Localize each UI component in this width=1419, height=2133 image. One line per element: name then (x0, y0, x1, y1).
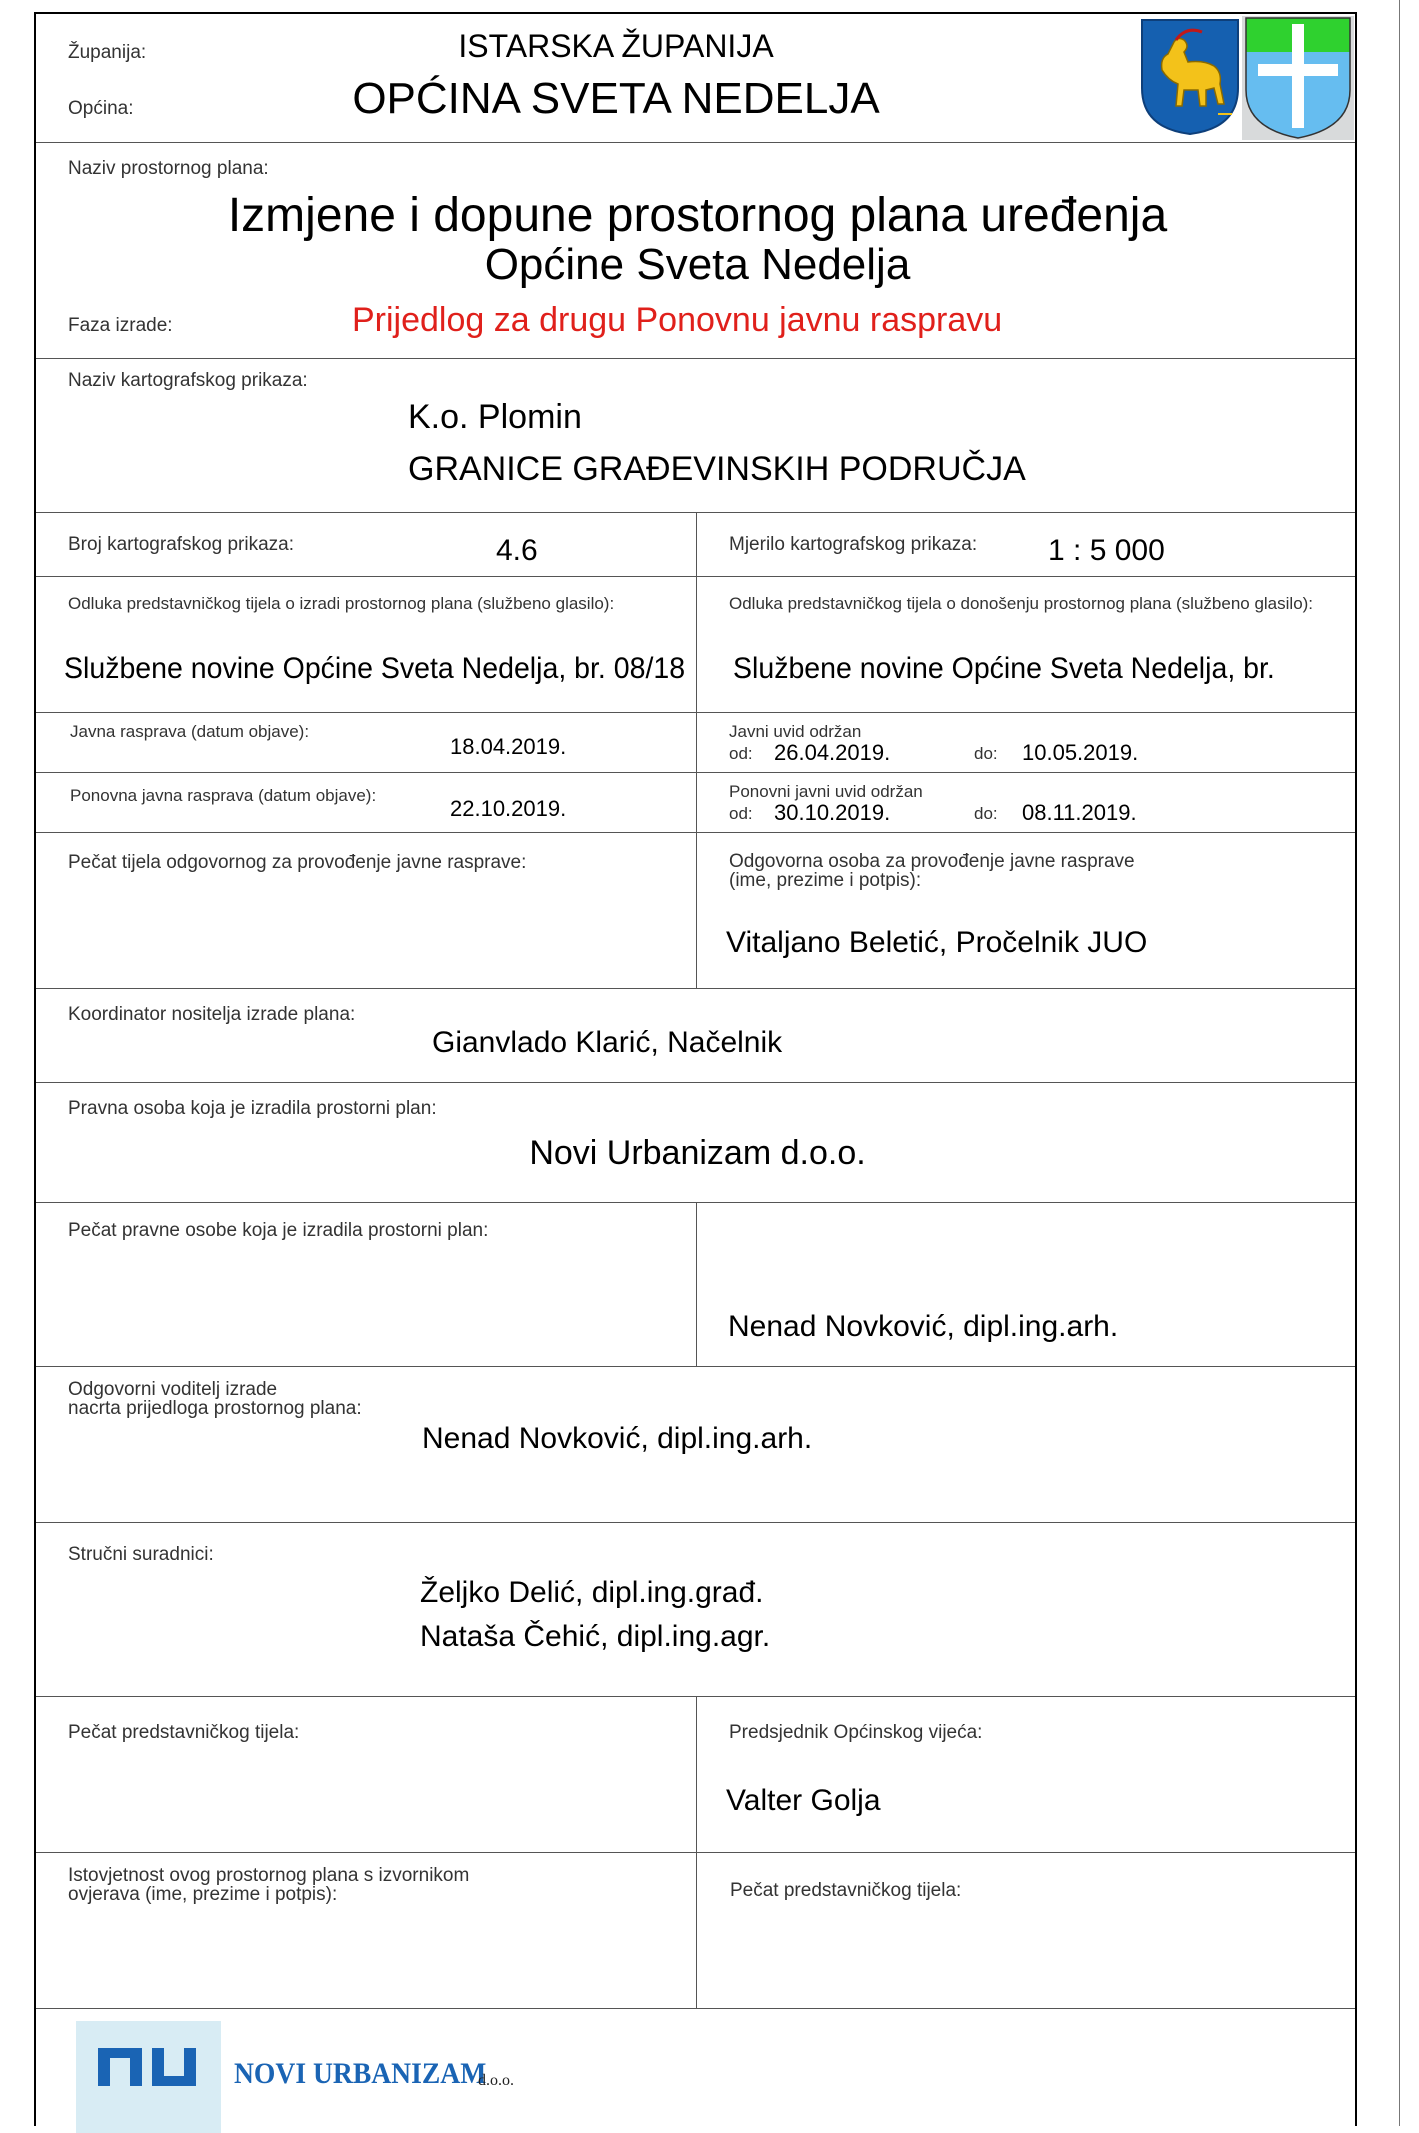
voditelj-label (68, 1380, 362, 1418)
pecat-tijela-label: Pečat tijela odgovornog za provođenje javne rasprave: (68, 852, 527, 873)
mjerilo-label: Mjerilo kartografskog prikaza: (729, 534, 978, 555)
koordinator-label: Koordinator nositelja izrade plana: (68, 1004, 356, 1025)
suradnici-label: Stručni suradnici: (68, 1544, 214, 1565)
istovjetnost-label-line1: Istovjetnost ovog prostornog plana s izvornikom (68, 1865, 470, 1886)
uvid-do-value: 10.05.2019. (1022, 740, 1139, 765)
odgovorna-osoba-label-line1: Odgovorna osoba za provođenje javne rasprave (729, 851, 1135, 872)
broj-label: Broj kartografskog prikaza: (68, 534, 294, 555)
koordinator-value: Gianvlado Klarić, Načelnik (432, 1026, 783, 1059)
ponovna-rasprava-label: Ponovna javna rasprava (datum objave): (70, 786, 377, 805)
pecat-predstavnickog-label: Pečat predstavničkog tijela: (68, 1722, 300, 1743)
pravna-osoba-label: Pravna osoba koja je izradila prostorni plan: (68, 1098, 437, 1119)
odluka-izrada-value: Službene novine Općine Sveta Nedelja, br. 08/18 (64, 652, 686, 685)
zupanija-value: ISTARSKA ŽUPANIJA (458, 28, 774, 64)
uvid-do-label: do: (974, 744, 998, 763)
company-name: NOVI URBANIZAM (234, 2057, 487, 2090)
map-name-line2: GRANICE GRAĐEVINSKIH PODRUČJA (408, 450, 1026, 488)
suradnik-item: Željko Delić, dipl.ing.građ. (420, 1576, 764, 1609)
uvid-od-value: 26.04.2019. (774, 740, 891, 765)
ponovni-uvid-do-label: do: (974, 804, 998, 823)
mjerilo-value: 1 : 5 000 (1048, 534, 1165, 567)
uvid-od-label: od: (729, 744, 753, 763)
pravna-osoba-value: Novi Urbanizam d.o.o. (529, 1134, 866, 1172)
suradnik-item: Nataša Čehić, dipl.ing.agr. (420, 1620, 771, 1653)
opcina-label: Općina: (68, 98, 134, 119)
plan-name-label: Naziv prostornog plana: (68, 158, 269, 179)
predsjednik-value: Valter Golja (726, 1784, 881, 1817)
ponovni-uvid-label: Ponovni javni uvid održan (729, 782, 923, 801)
odluka-donosenje-value: Službene novine Općine Sveta Nedelja, br. (733, 652, 1275, 685)
faza-value: Prijedlog za drugu Ponovnu javnu raspravu (352, 301, 1003, 339)
ponovni-uvid-od-label: od: (729, 804, 753, 823)
sheet-edge-line (1399, 0, 1400, 2126)
zupanija-label: Županija: (68, 42, 147, 63)
cross-shield-icon (1242, 16, 1354, 140)
odluka-donosenje-label: Odluka predstavničkog tijela o donošenju prostornog plana (službeno glasilo): (729, 594, 1314, 613)
uvid-label: Javni uvid održan (729, 722, 862, 741)
ponovni-uvid-do-value: 08.11.2019. (1022, 800, 1137, 825)
ponovni-uvid-od-value: 30.10.2019. (774, 800, 891, 825)
voditelj-label-line1: Odgovorni voditelj izrade (68, 1379, 278, 1400)
predsjednik-label: Predsjednik Općinskog vijeća: (729, 1722, 983, 1743)
javna-rasprava-value: 18.04.2019. (450, 734, 567, 759)
broj-value: 4.6 (496, 534, 538, 567)
company-suffix: d.o.o. (478, 2072, 514, 2089)
plan-title-line1: Izmjene i dopune prostornog plana uređenja (227, 189, 1168, 242)
odluka-izrada-label: Odluka predstavničkog tijela o izradi prostornog plana (službeno glasilo): (68, 594, 615, 613)
odgovorna-osoba-label (729, 852, 1135, 890)
nu-logo-icon (96, 2044, 206, 2088)
odgovorna-osoba-value: Vitaljano Beletić, Pročelnik JUO (726, 926, 1148, 959)
pecat-pravne-osobe-value: Nenad Novković, dipl.ing.arh. (728, 1310, 1119, 1343)
javna-rasprava-label: Javna rasprava (datum objave): (70, 722, 310, 741)
plan-title-line2: Općine Sveta Nedelja (484, 240, 911, 289)
title-block (34, 12, 1357, 2126)
istovjetnost-label (68, 1866, 469, 1904)
pecat-pravne-osobe-label: Pečat pravne osobe koja je izradila prostorni plan: (68, 1220, 489, 1241)
istovjetnost-label-line2: ovjerava (ime, prezime i potpis): (68, 1884, 338, 1905)
voditelj-label-line2: nacrta prijedloga prostornog plana: (68, 1398, 362, 1419)
map-name-line1: K.o. Plomin (408, 398, 582, 436)
opcina-value: OPĆINA SVETA NEDELJA (352, 74, 880, 123)
map-name-label: Naziv kartografskog prikaza: (68, 370, 308, 391)
ponovna-rasprava-value: 22.10.2019. (450, 796, 567, 821)
goat-crest-icon (1140, 18, 1240, 136)
odgovorna-osoba-label-line2: (ime, prezime i potpis): (729, 870, 922, 891)
voditelj-value: Nenad Novković, dipl.ing.arh. (422, 1422, 813, 1455)
istovjetnost-pecat-label: Pečat predstavničkog tijela: (730, 1880, 962, 1901)
faza-label: Faza izrade: (68, 315, 173, 336)
